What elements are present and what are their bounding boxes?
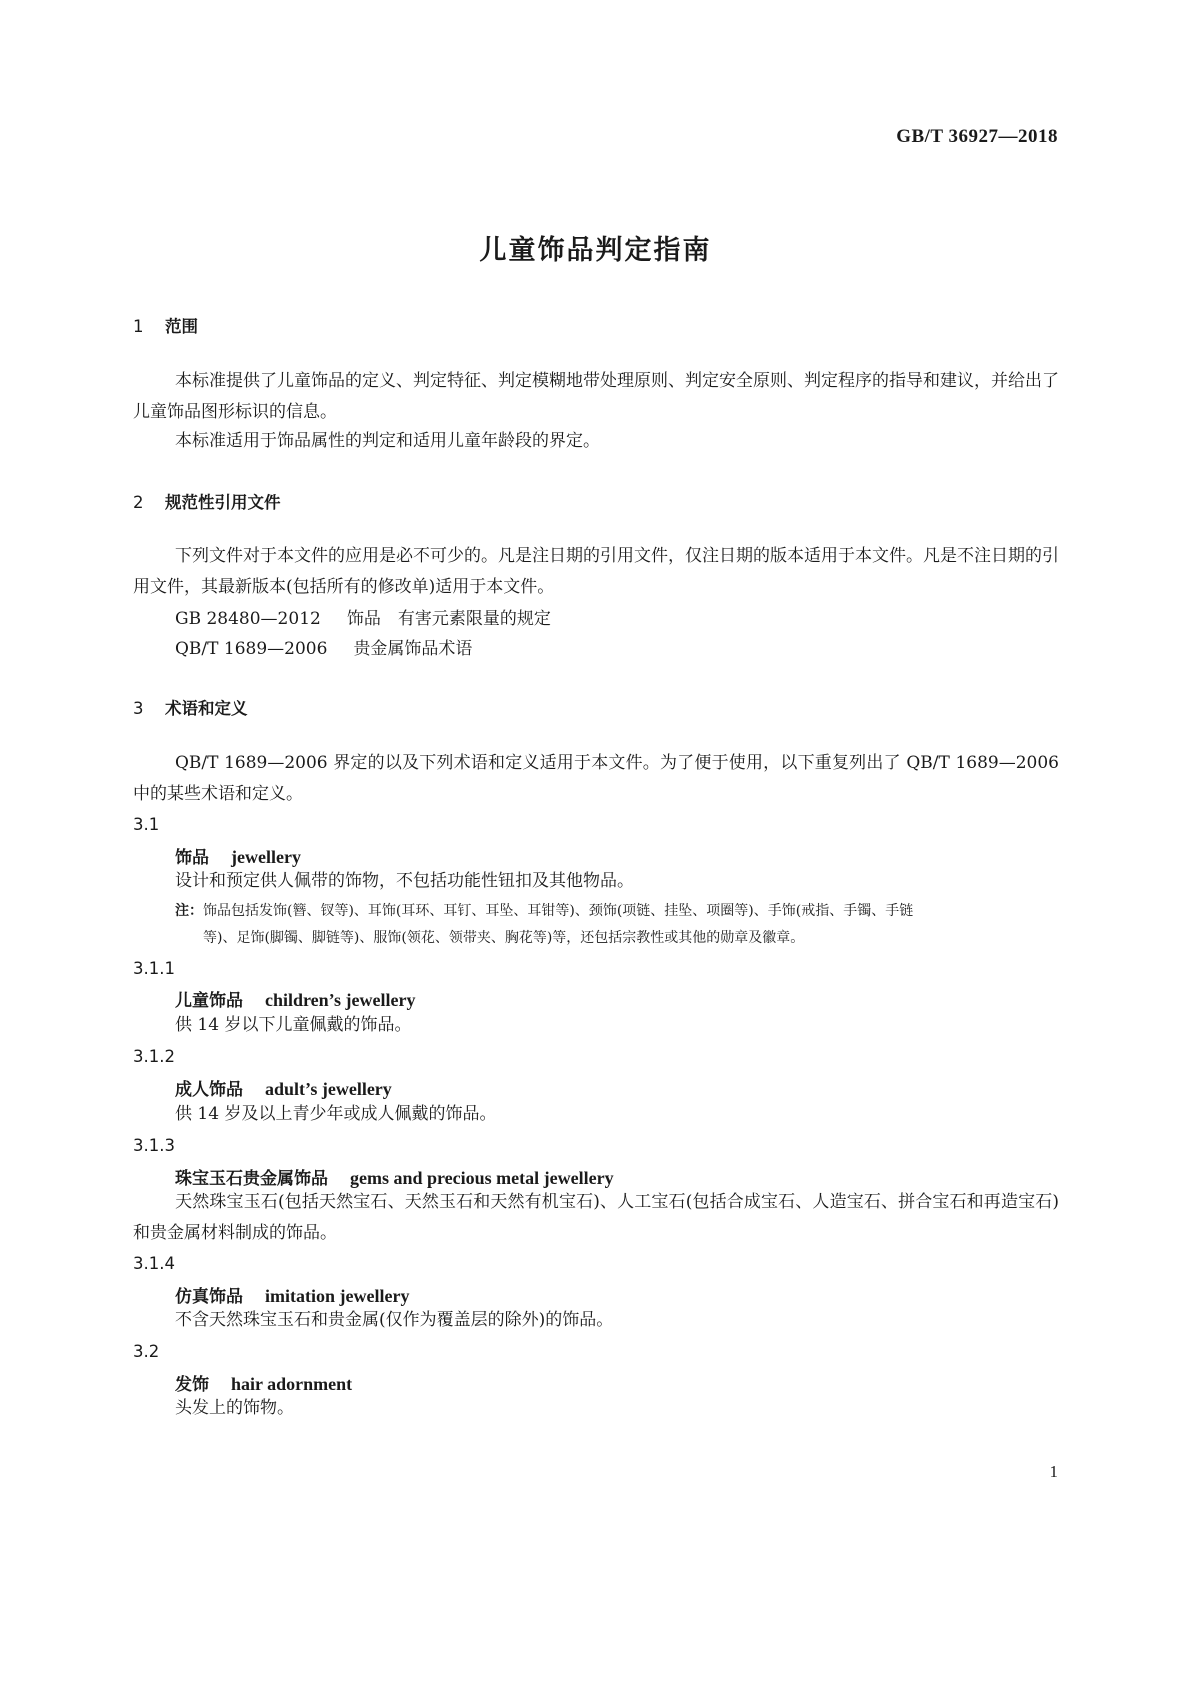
term-zh: 成人饰品 xyxy=(175,1080,243,1100)
term-en: gems and precious metal jewellery xyxy=(350,1168,614,1188)
reference-title: 饰品 有害元素限量的规定 xyxy=(346,609,551,629)
section-heading-references xyxy=(133,489,281,513)
clause-number: 3.1 xyxy=(133,815,160,834)
term-heading xyxy=(175,986,415,1011)
terms-intro-text: QB/T 1689—2006 界定的以及下列术语和定义适用于本文件。为了便于使用，以下重复列出了 QB/T 1689—2006 中的某些术语和定义。 xyxy=(133,753,1059,804)
term-heading xyxy=(175,1075,392,1100)
term-zh: 仿真饰品 xyxy=(175,1287,243,1307)
reference-item xyxy=(175,634,472,659)
term-zh: 儿童饰品 xyxy=(175,991,243,1011)
scope-paragraph-2 xyxy=(133,426,1059,457)
term-note xyxy=(175,898,1059,952)
note-line-1: 饰品包括发饰(簪、钗等)、耳饰(耳环、耳钉、耳坠、耳钳等)、颈饰(项链、挂坠、项圈等)、手饰(戒指、手镯、手链 xyxy=(203,903,914,919)
term-zh: 珠宝玉石贵金属饰品 xyxy=(175,1169,328,1189)
section-number: 3 xyxy=(133,699,144,718)
page-title: 儿童饰品判定指南 xyxy=(479,235,712,266)
term-heading xyxy=(175,1164,614,1189)
term-definition: 设计和预定供人佩带的饰物，不包括功能性钮扣及其他物品。 xyxy=(175,871,634,891)
section-title: 规范性引用文件 xyxy=(165,493,281,512)
term-heading xyxy=(175,843,301,868)
scope-text-1: 本标准提供了儿童饰品的定义、判定特征、判定模糊地带处理原则、判定安全原则、判定程序的指导和建议，并给出了儿童饰品图形标识的信息。 xyxy=(133,371,1059,422)
term-heading xyxy=(175,1282,409,1307)
clause-number: 3.1.3 xyxy=(133,1136,175,1155)
term-en: children’s jewellery xyxy=(265,990,416,1010)
reference-title: 贵金属饰品术语 xyxy=(353,639,473,659)
section-number: 1 xyxy=(133,317,144,336)
reference-code: GB 28480—2012 xyxy=(175,609,321,629)
term-definition-text: 天然珠宝玉石(包括天然宝石、天然玉石和天然有机宝石)、人工宝石(包括合成宝石、人造宝石、拼合宝石和再造宝石)和贵金属材料制成的饰品。 xyxy=(133,1192,1059,1243)
term-en: imitation jewellery xyxy=(265,1286,410,1306)
term-definition: 供 14 岁及以上青少年或成人佩戴的饰品。 xyxy=(175,1104,497,1124)
reference-item xyxy=(175,604,551,629)
note-label: 注： xyxy=(175,903,203,919)
term-heading xyxy=(175,1370,352,1395)
term-definition: 头发上的饰物。 xyxy=(175,1398,294,1418)
terms-intro xyxy=(133,748,1059,810)
clause-number: 3.1.2 xyxy=(133,1047,175,1066)
section-title: 术语和定义 xyxy=(165,699,248,718)
term-definition xyxy=(133,1187,1059,1249)
scope-paragraph-1 xyxy=(133,366,1059,428)
term-en: adult’s jewellery xyxy=(265,1079,392,1099)
section-number: 2 xyxy=(133,493,144,512)
references-intro xyxy=(133,541,1059,603)
clause-number: 3.1.4 xyxy=(133,1254,175,1273)
clause-number: 3.2 xyxy=(133,1342,160,1361)
scope-text-2: 本标准适用于饰品属性的判定和适用儿童年龄段的界定。 xyxy=(175,431,600,451)
reference-code: QB/T 1689—2006 xyxy=(175,639,328,659)
page-number: 1 xyxy=(1049,1462,1058,1481)
clause-number: 3.1.1 xyxy=(133,959,175,978)
note-line-2: 等)、足饰(脚镯、脚链等)、服饰(领花、领带夹、胸花等)等，还包括宗教性或其他的勋章及徽章。 xyxy=(203,930,805,946)
section-title: 范围 xyxy=(165,317,198,336)
standard-code: GB/T 36927—2018 xyxy=(896,126,1058,147)
term-definition: 不含天然珠宝玉石和贵金属(仅作为覆盖层的除外)的饰品。 xyxy=(175,1310,614,1330)
references-intro-text: 下列文件对于本文件的应用是必不可少的。凡是注日期的引用文件，仅注日期的版本适用于本文件。凡是不注日期的引用文件，其最新版本(包括所有的修改单)适用于本文件。 xyxy=(133,546,1059,597)
term-en: hair adornment xyxy=(231,1374,353,1394)
term-en: jewellery xyxy=(231,847,301,867)
section-heading-terms xyxy=(133,695,248,719)
term-zh: 发饰 xyxy=(175,1375,209,1395)
section-heading-scope xyxy=(133,313,198,337)
term-zh: 饰品 xyxy=(175,848,209,868)
term-definition: 供 14 岁以下儿童佩戴的饰品。 xyxy=(175,1015,412,1035)
